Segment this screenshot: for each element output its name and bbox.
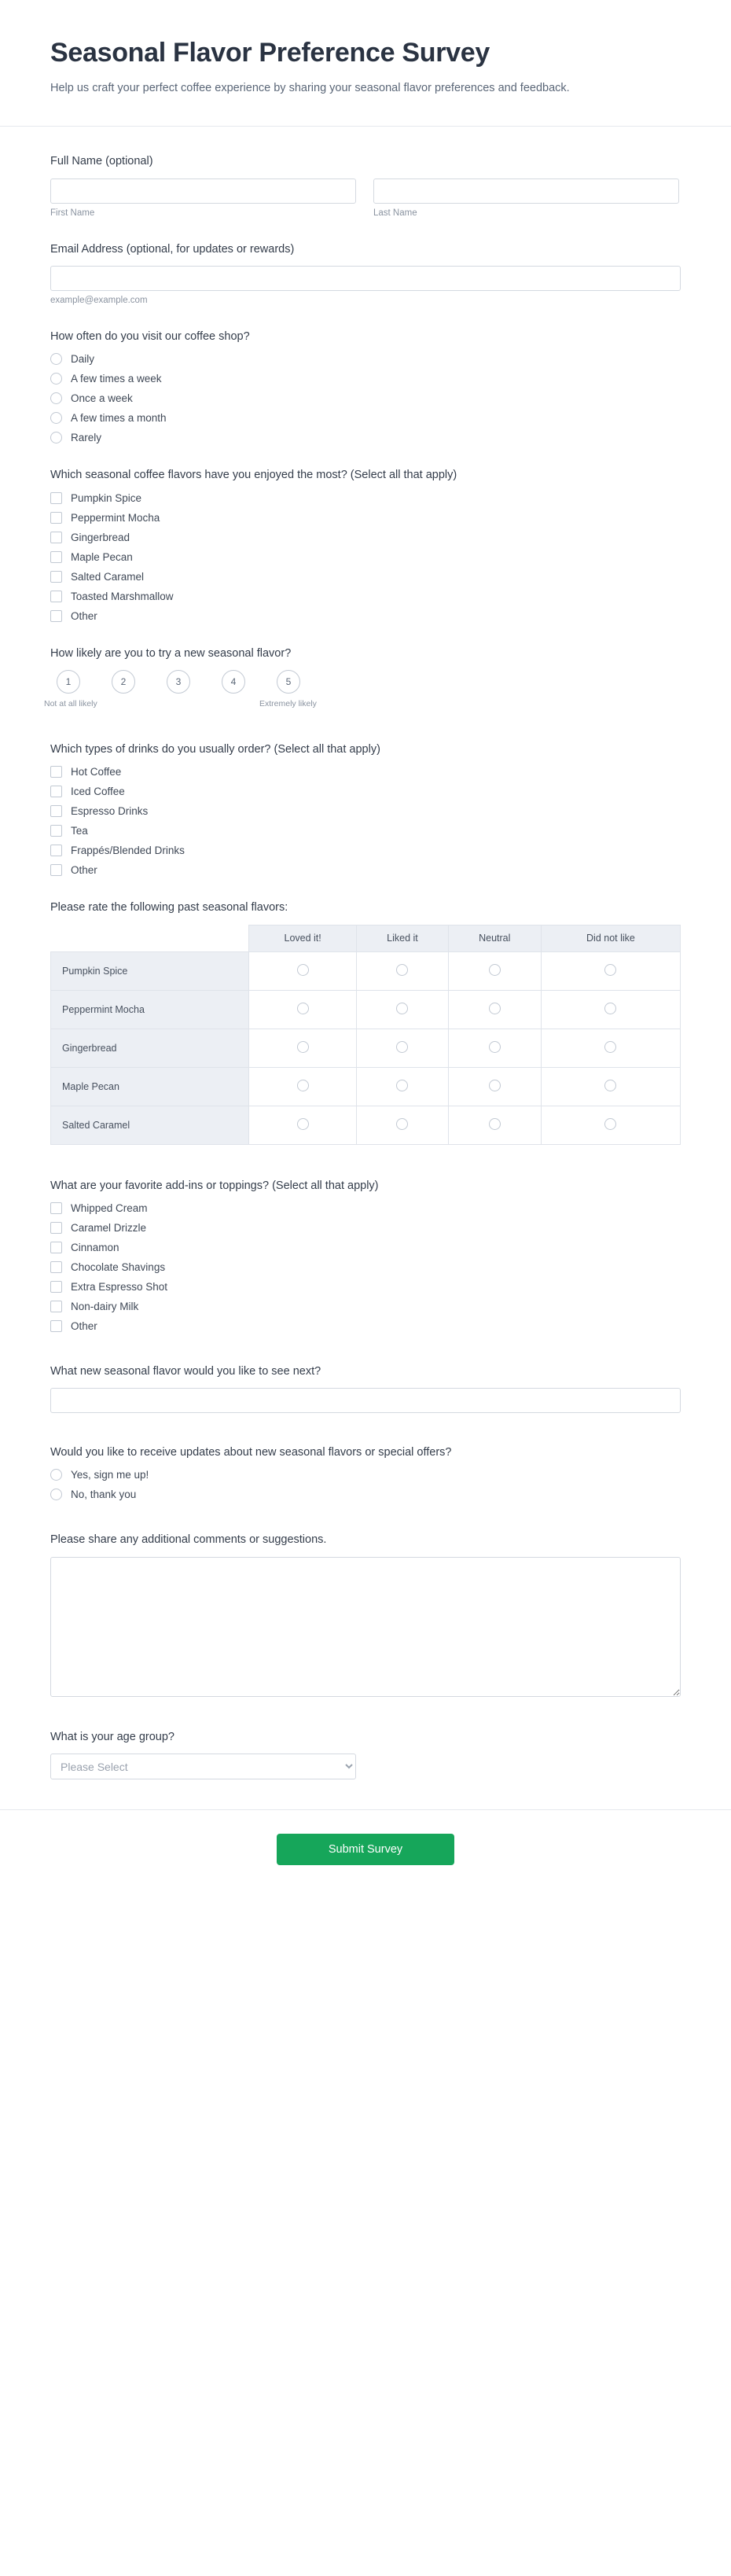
last-name-col	[373, 178, 679, 218]
checkbox-option[interactable]	[50, 532, 681, 543]
radio-icon[interactable]	[489, 964, 501, 976]
radio-icon[interactable]	[396, 1118, 408, 1130]
radio-option[interactable]	[50, 353, 681, 365]
matrix-cell[interactable]	[357, 1067, 448, 1106]
updates-optin-label: Would you like to receive updates about new seasonal flavors or special offers?	[50, 1446, 452, 1459]
scale-circle[interactable]: 3	[167, 670, 190, 694]
option-label: Other	[71, 1319, 97, 1332]
matrix-cell[interactable]	[448, 1067, 541, 1106]
checkbox-icon[interactable]	[50, 766, 62, 778]
radio-icon[interactable]	[396, 1003, 408, 1014]
checkbox-icon[interactable]	[50, 571, 62, 583]
field-drink-types	[50, 742, 681, 876]
radio-icon[interactable]	[489, 1118, 501, 1130]
checkbox-option[interactable]	[50, 786, 681, 797]
matrix-cell[interactable]	[541, 1067, 680, 1106]
favorite-flavors-options	[50, 492, 681, 622]
scale-high-caption: Extremely likely	[259, 698, 317, 708]
radio-icon[interactable]	[50, 1489, 62, 1500]
page-title: Seasonal Flavor Preference Survey	[50, 38, 490, 68]
radio-icon[interactable]	[50, 353, 62, 365]
option-label: Toasted Marshmallow	[71, 590, 174, 602]
radio-icon[interactable]	[297, 1041, 309, 1053]
checkbox-option[interactable]	[50, 805, 681, 817]
checkbox-icon[interactable]	[50, 1242, 62, 1253]
option-label: Other	[71, 609, 97, 622]
updates-optin-options	[50, 1469, 681, 1500]
radio-option[interactable]	[50, 412, 681, 424]
last-name-sublabel: Last Name	[373, 208, 417, 218]
checkbox-option[interactable]	[50, 825, 681, 837]
radio-option[interactable]	[50, 373, 681, 385]
checkbox-icon[interactable]	[50, 551, 62, 563]
first-name-sublabel: First Name	[50, 208, 95, 218]
field-email	[50, 241, 681, 305]
matrix-row-label: Maple Pecan	[51, 1067, 249, 1106]
option-label: Caramel Drizzle	[71, 1221, 147, 1234]
option-label: Tea	[71, 825, 88, 837]
option-label: Chocolate Shavings	[71, 1260, 166, 1273]
option-label: Gingerbread	[71, 531, 130, 543]
checkbox-option[interactable]	[50, 1281, 681, 1293]
field-likelihood-scale	[44, 646, 681, 708]
checkbox-option[interactable]	[50, 571, 681, 583]
email-label: Email Address (optional, for updates or rewards)	[50, 242, 295, 256]
email-sublabel: example@example.com	[50, 296, 148, 306]
table-row	[51, 1029, 681, 1067]
new-flavor-label: What new seasonal flavor would you like to see next?	[50, 1364, 321, 1378]
option-label: Other	[71, 864, 97, 877]
radio-icon[interactable]	[396, 964, 408, 976]
checkbox-icon[interactable]	[50, 1320, 62, 1332]
option-label: A few times a month	[71, 412, 167, 425]
matrix-cell[interactable]	[448, 1029, 541, 1067]
table-row	[51, 990, 681, 1029]
matrix-cell[interactable]	[357, 990, 448, 1029]
radio-icon[interactable]	[50, 432, 62, 443]
checkbox-icon[interactable]	[50, 1222, 62, 1234]
matrix-cell[interactable]	[357, 951, 448, 990]
drink-types-options	[50, 766, 681, 876]
radio-icon[interactable]	[297, 1080, 309, 1091]
form-footer	[0, 1809, 731, 1900]
form-body	[0, 127, 731, 1779]
option-label: Iced Coffee	[71, 786, 125, 798]
option-label: A few times a week	[71, 373, 162, 385]
option-label: Daily	[71, 353, 95, 366]
matrix-column-header: Did not like	[541, 925, 680, 951]
checkbox-icon[interactable]	[50, 1261, 62, 1273]
scale-point[interactable]	[259, 670, 317, 708]
table-row	[51, 1106, 681, 1144]
checkbox-icon[interactable]	[50, 532, 62, 543]
option-label: Whipped Cream	[71, 1202, 148, 1214]
checkbox-icon[interactable]	[50, 864, 62, 876]
matrix-cell[interactable]	[448, 951, 541, 990]
checkbox-icon[interactable]	[50, 786, 62, 797]
radio-icon[interactable]	[604, 1041, 616, 1053]
checkbox-option[interactable]	[50, 1320, 681, 1332]
scale-point[interactable]	[215, 670, 252, 708]
scale-point[interactable]	[105, 670, 141, 708]
field-rating-matrix	[50, 900, 681, 1144]
matrix-cell[interactable]	[541, 951, 680, 990]
matrix-cell[interactable]	[249, 951, 357, 990]
radio-icon[interactable]	[604, 1080, 616, 1091]
scale-low-caption: Not at all likely	[44, 698, 97, 708]
first-name-input[interactable]	[50, 178, 356, 204]
field-full-name	[50, 153, 681, 217]
page-description: Help us craft your perfect coffee experience by sharing your seasonal flavor preferences and feedback.	[50, 82, 570, 94]
checkbox-icon[interactable]	[50, 610, 62, 622]
option-label: Cinnamon	[71, 1241, 119, 1253]
checkbox-icon[interactable]	[50, 825, 62, 837]
radio-icon[interactable]	[50, 373, 62, 385]
comments-label: Please share any additional comments or suggestions.	[50, 1533, 327, 1547]
radio-icon[interactable]	[396, 1080, 408, 1091]
radio-option[interactable]	[50, 1469, 681, 1481]
option-label: Non-dairy Milk	[71, 1300, 139, 1312]
field-comments	[50, 1532, 681, 1700]
field-addins	[50, 1178, 681, 1332]
scale-point[interactable]	[44, 670, 97, 708]
checkbox-option[interactable]	[50, 551, 681, 563]
matrix-corner-cell	[51, 925, 249, 951]
addins-options	[50, 1202, 681, 1332]
rating-matrix-table	[50, 925, 681, 1145]
radio-icon[interactable]	[489, 1080, 501, 1091]
matrix-column-header: Neutral	[448, 925, 541, 951]
likelihood-label: How likely are you to try a new seasonal flavor?	[50, 646, 292, 660]
drink-types-label: Which types of drinks do you usually order? (Select all that apply)	[50, 742, 380, 756]
checkbox-option[interactable]	[50, 1222, 681, 1234]
scale-circle[interactable]: 1	[57, 670, 80, 694]
checkbox-icon[interactable]	[50, 845, 62, 856]
scale-circle[interactable]: 2	[112, 670, 135, 694]
matrix-row-label: Peppermint Mocha	[51, 990, 249, 1029]
visit-frequency-label: How often do you visit our coffee shop?	[50, 330, 250, 344]
radio-option[interactable]	[50, 392, 681, 404]
matrix-cell[interactable]	[541, 1029, 680, 1067]
checkbox-icon[interactable]	[50, 492, 62, 504]
matrix-cell[interactable]	[448, 990, 541, 1029]
option-label: No, thank you	[71, 1489, 137, 1501]
checkbox-option[interactable]	[50, 492, 681, 504]
matrix-row-label: Salted Caramel	[51, 1106, 249, 1144]
checkbox-icon[interactable]	[50, 512, 62, 524]
checkbox-icon[interactable]	[50, 1202, 62, 1214]
checkbox-icon[interactable]	[50, 1281, 62, 1293]
radio-icon[interactable]	[604, 964, 616, 976]
matrix-cell[interactable]	[249, 990, 357, 1029]
matrix-cell[interactable]	[249, 1029, 357, 1067]
radio-icon[interactable]	[489, 1003, 501, 1014]
option-label: Salted Caramel	[71, 570, 145, 583]
checkbox-icon[interactable]	[50, 805, 62, 817]
matrix-cell[interactable]	[249, 1067, 357, 1106]
option-label: Pumpkin Spice	[71, 491, 142, 504]
last-name-input[interactable]	[373, 178, 679, 204]
checkbox-option[interactable]	[50, 1261, 681, 1273]
matrix-cell[interactable]	[357, 1106, 448, 1144]
field-updates-optin	[50, 1444, 681, 1500]
matrix-column-header: Liked it	[357, 925, 448, 951]
table-row	[51, 1067, 681, 1106]
matrix-cell[interactable]	[249, 1106, 357, 1144]
email-field[interactable]	[50, 266, 681, 291]
checkbox-option[interactable]	[50, 1242, 681, 1253]
name-row	[50, 178, 681, 218]
checkbox-option[interactable]	[50, 766, 681, 778]
matrix-row-label: Gingerbread	[51, 1029, 249, 1067]
radio-icon[interactable]	[604, 1118, 616, 1130]
radio-icon[interactable]	[50, 412, 62, 424]
option-label: Extra Espresso Shot	[71, 1280, 168, 1293]
likelihood-scale	[44, 670, 681, 708]
scale-point[interactable]	[160, 670, 197, 708]
visit-frequency-options	[50, 353, 681, 443]
favorite-flavors-label: Which seasonal coffee flavors have you enjoyed the most? (Select all that apply)	[50, 469, 457, 482]
radio-icon[interactable]	[489, 1041, 501, 1053]
radio-icon[interactable]	[297, 964, 309, 976]
radio-icon[interactable]	[297, 1118, 309, 1130]
matrix-header-row	[51, 925, 681, 951]
rating-matrix-label: Please rate the following past seasonal flavors:	[50, 901, 288, 914]
option-label: Hot Coffee	[71, 766, 122, 778]
checkbox-option[interactable]	[50, 591, 681, 602]
checkbox-option[interactable]	[50, 512, 681, 524]
radio-icon[interactable]	[50, 1469, 62, 1481]
checkbox-option[interactable]	[50, 845, 681, 856]
radio-option[interactable]	[50, 432, 681, 443]
checkbox-option[interactable]	[50, 864, 681, 876]
comments-textarea[interactable]	[50, 1557, 681, 1697]
option-label: Yes, sign me up!	[71, 1469, 149, 1481]
checkbox-option[interactable]	[50, 1301, 681, 1312]
checkbox-icon[interactable]	[50, 591, 62, 602]
scale-circle[interactable]: 4	[222, 670, 245, 694]
new-flavor-input[interactable]	[50, 1388, 681, 1413]
field-favorite-flavors	[50, 467, 681, 621]
radio-icon[interactable]	[50, 392, 62, 404]
addins-label: What are your favorite add-ins or toppings? (Select all that apply)	[50, 1179, 379, 1192]
checkbox-icon[interactable]	[50, 1301, 62, 1312]
age-group-label: What is your age group?	[50, 1730, 174, 1743]
age-group-select[interactable]	[50, 1754, 356, 1779]
matrix-column-header: Loved it!	[249, 925, 357, 951]
option-label: Once a week	[71, 392, 133, 405]
checkbox-option[interactable]	[50, 610, 681, 622]
option-label: Espresso Drinks	[71, 805, 149, 818]
option-label: Maple Pecan	[71, 550, 133, 563]
scale-circle[interactable]: 5	[277, 670, 300, 694]
table-row	[51, 951, 681, 990]
first-name-col	[50, 178, 356, 218]
matrix-cell[interactable]	[448, 1106, 541, 1144]
matrix-cell[interactable]	[541, 1106, 680, 1144]
radio-option[interactable]	[50, 1489, 681, 1500]
option-label: Rarely	[71, 432, 102, 444]
full-name-label: Full Name (optional)	[50, 155, 153, 168]
matrix-cell[interactable]	[541, 990, 680, 1029]
matrix-row-label: Pumpkin Spice	[51, 951, 249, 990]
form-header	[0, 0, 731, 127]
radio-icon[interactable]	[297, 1003, 309, 1014]
submit-button[interactable]: Submit Survey	[277, 1834, 454, 1865]
option-label: Frappés/Blended Drinks	[71, 845, 185, 857]
field-new-flavor	[50, 1363, 681, 1413]
field-age-group	[50, 1729, 681, 1779]
field-visit-frequency	[50, 329, 681, 443]
option-label: Peppermint Mocha	[71, 511, 160, 524]
matrix-cell[interactable]	[357, 1029, 448, 1067]
radio-icon[interactable]	[604, 1003, 616, 1014]
radio-icon[interactable]	[396, 1041, 408, 1053]
checkbox-option[interactable]	[50, 1202, 681, 1214]
